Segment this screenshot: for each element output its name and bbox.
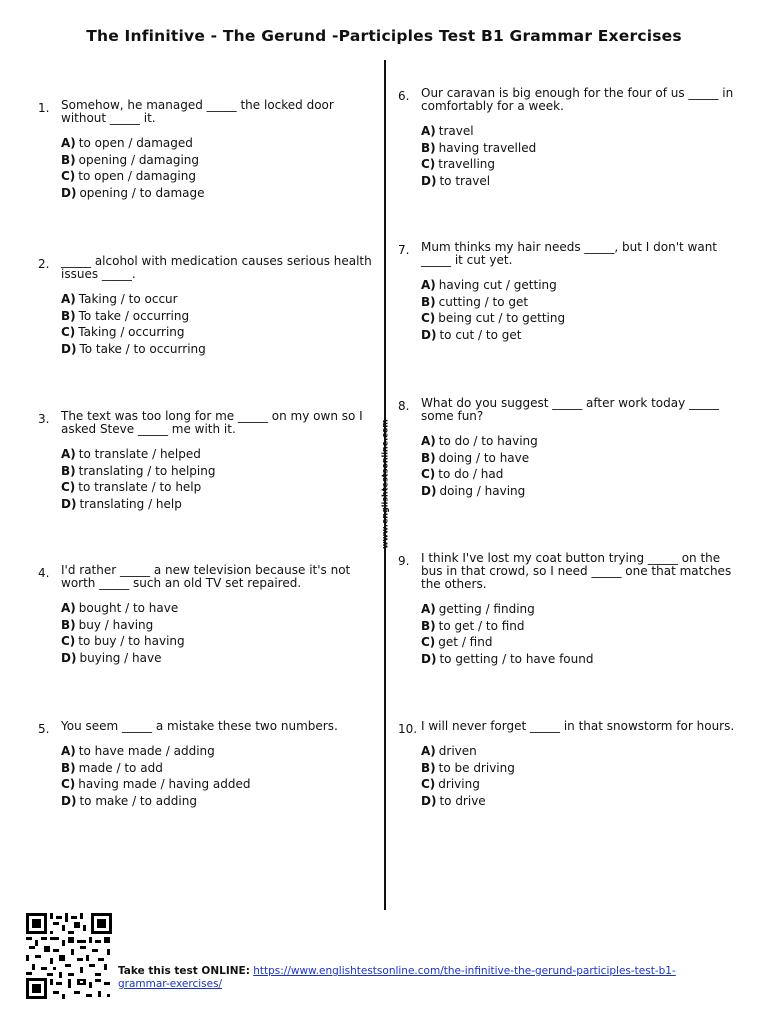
option-d[interactable]: D) to travel <box>421 173 491 188</box>
question-text: Somehow, he managed _____ the locked door without _____ it. <box>61 98 334 125</box>
question-number: 9. <box>398 554 410 568</box>
option-d[interactable]: D) to drive <box>421 793 486 808</box>
option-c[interactable]: C) to open / damaging <box>61 169 196 183</box>
question-5 <box>38 719 381 809</box>
option-a[interactable]: A) travel <box>421 124 474 138</box>
question-7 <box>398 240 741 343</box>
option-a[interactable]: A) having cut / getting <box>421 278 557 292</box>
question-text: I will never forget _____ in that snowstorm for hours. <box>421 719 735 733</box>
option-c[interactable]: C) to translate / to help <box>61 480 202 494</box>
question-text: I think I've lost my coat button trying _____ on the bus in that crowd, so I need _____ one that matches the others. <box>421 551 732 591</box>
option-d[interactable]: D) doing / having <box>421 483 526 498</box>
option-a[interactable]: A) to do / to having <box>421 434 538 448</box>
option-b[interactable]: B) translating / to helping <box>61 463 216 478</box>
question-6 <box>398 86 741 189</box>
option-a[interactable]: A) to translate / helped <box>61 447 201 461</box>
question-text: You seem _____ a mistake these two numbers. <box>61 719 338 733</box>
option-c[interactable]: C) driving <box>421 777 480 791</box>
question-number: 2. <box>38 257 50 271</box>
option-c[interactable]: C) Taking / occurring <box>61 325 185 339</box>
site-watermark-text: www.englishtestsonline.com <box>380 419 390 549</box>
option-a[interactable]: A) to have made / adding <box>61 744 215 758</box>
option-c[interactable]: C) travelling <box>421 157 495 171</box>
option-d[interactable]: D) To take / to occurring <box>61 341 206 356</box>
option-d[interactable]: D) to cut / to get <box>421 327 522 342</box>
option-a[interactable]: A) bought / to have <box>61 601 179 615</box>
option-d[interactable]: D) to getting / to have found <box>421 651 594 666</box>
option-c[interactable]: C) to do / had <box>421 467 504 481</box>
question-9 <box>398 551 741 667</box>
question-2 <box>38 254 381 357</box>
option-c[interactable]: C) being cut / to getting <box>421 311 566 325</box>
question-number: 7. <box>398 243 410 257</box>
question-text: Mum thinks my hair needs _____, but I don't want _____ it cut yet. <box>421 240 718 267</box>
question-number: 10. <box>398 722 418 736</box>
question-number: 8. <box>398 399 410 413</box>
option-d[interactable]: D) buying / have <box>61 650 162 665</box>
option-b[interactable]: B) To take / occurring <box>61 308 190 323</box>
footer-label: Take this test ONLINE: <box>118 965 250 977</box>
question-4 <box>38 563 381 666</box>
question-3 <box>38 409 381 512</box>
question-text: I'd rather _____ a new television because it's not worth _____ such an old TV set repaired. <box>61 563 351 590</box>
question-text: _____ alcohol with medication causes serious health issues _____. <box>61 254 372 281</box>
option-a[interactable]: A) Taking / to occur <box>61 292 178 306</box>
option-b[interactable]: B) opening / damaging <box>61 152 200 167</box>
question-10 <box>398 719 741 809</box>
page-title: The Infinitive - The Gerund -Participles Test B1 Grammar Exercises <box>86 27 682 45</box>
option-a[interactable]: A) driven <box>421 744 477 758</box>
option-a[interactable]: A) to open / damaged <box>61 136 193 150</box>
question-number: 5. <box>38 722 50 736</box>
question-number: 1. <box>38 101 50 115</box>
option-c[interactable]: C) get / find <box>421 635 493 649</box>
option-b[interactable]: B) buy / having <box>61 617 154 632</box>
question-1 <box>38 98 381 201</box>
footer <box>118 965 698 991</box>
question-text: Our caravan is big enough for the four of us _____ in comfortably for a week. <box>421 86 734 113</box>
option-c[interactable]: C) having made / having added <box>61 777 251 791</box>
question-text: The text was too long for me _____ on my own so I asked Steve _____ me with it. <box>61 409 363 436</box>
question-8 <box>398 396 741 499</box>
test-online-link[interactable]: https://www.englishtestsonline.com/the-infinitive-the-gerund-participles-test-b1-grammar-exercises/ <box>118 965 676 990</box>
option-a[interactable]: A) getting / finding <box>421 602 535 616</box>
option-b[interactable]: B) made / to add <box>61 760 163 775</box>
option-c[interactable]: C) to buy / to having <box>61 634 185 648</box>
question-text: What do you suggest _____ after work today _____ some fun? <box>421 396 720 423</box>
option-b[interactable]: B) having travelled <box>421 140 537 155</box>
option-b[interactable]: B) to get / to find <box>421 618 525 633</box>
option-d[interactable]: D) opening / to damage <box>61 185 205 200</box>
option-d[interactable]: D) to make / to adding <box>61 793 197 808</box>
option-d[interactable]: D) translating / help <box>61 496 182 511</box>
question-number: 6. <box>398 89 410 103</box>
option-b[interactable]: B) cutting / to get <box>421 294 529 309</box>
option-b[interactable]: B) doing / to have <box>421 450 530 465</box>
option-b[interactable]: B) to be driving <box>421 760 515 775</box>
question-number: 4. <box>38 566 50 580</box>
qr-code-icon[interactable] <box>24 911 114 1001</box>
question-number: 3. <box>38 412 50 426</box>
